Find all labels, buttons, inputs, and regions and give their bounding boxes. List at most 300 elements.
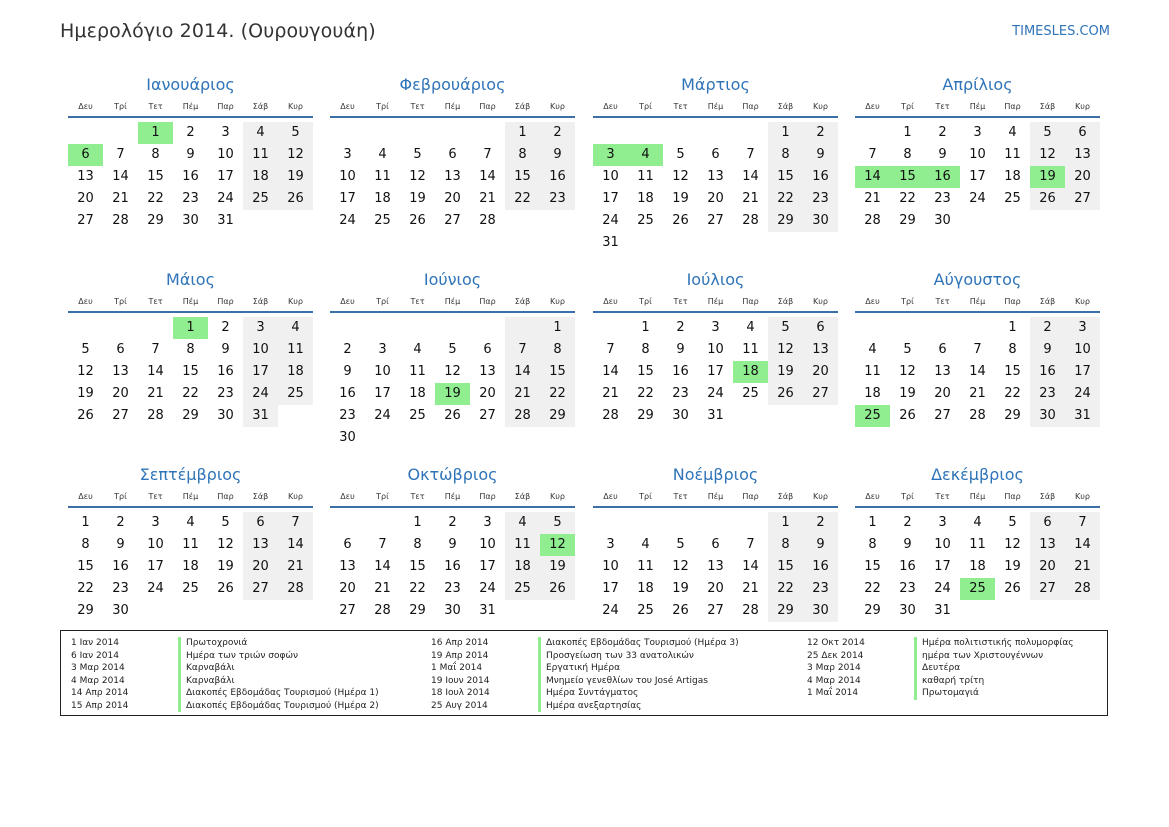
day-cell: 1 [413, 515, 422, 530]
empty-cell [768, 405, 803, 427]
day-cell: 28 [742, 603, 759, 618]
day-cell: 16 [217, 364, 234, 379]
day-cell: 29 [182, 408, 199, 423]
day-cell: 26 [672, 213, 689, 228]
day-cell: 30 [803, 600, 838, 622]
day-cell: 12 [672, 559, 689, 574]
day-cell: 21 [147, 386, 164, 401]
day-cell: 3 [711, 320, 720, 335]
empty-cell [103, 317, 138, 339]
day-cell: 22 [1004, 386, 1021, 401]
day-cell: 8 [903, 147, 912, 162]
day-cell: 23 [339, 408, 356, 423]
empty-cell [505, 600, 540, 622]
day-cell: 31 [217, 213, 234, 228]
weekday-header [593, 488, 838, 508]
day-cell: 15 [890, 166, 925, 188]
day-cell: 5 [278, 122, 313, 144]
empty-cell [173, 600, 208, 622]
day-cell: 6 [116, 342, 125, 357]
day-cell: 12 [444, 364, 461, 379]
weekday-label: Πέμ [182, 492, 199, 501]
day-cell: 7 [868, 147, 877, 162]
weekday-label: Κυρ [550, 297, 565, 306]
weekday-label: Δευ [340, 102, 355, 111]
day-cell: 13 [934, 364, 951, 379]
day-cell: 6 [448, 147, 457, 162]
month-name: Ιούλιος [686, 270, 745, 289]
day-cell: 15 [1004, 364, 1021, 379]
day-cell: 30 [182, 213, 199, 228]
day-cell: 29 [864, 603, 881, 618]
day-cell: 18 [637, 191, 654, 206]
day-cell: 21 [278, 556, 313, 578]
day-cell: 9 [540, 144, 575, 166]
holiday-column [71, 637, 379, 712]
holiday-name: Καρναβάλι [178, 675, 235, 688]
day-cell: 1 [138, 122, 173, 144]
weekday-label: Τρί [114, 102, 127, 111]
day-cell: 12 [1004, 537, 1021, 552]
month-name: Αύγουστος [933, 270, 1022, 289]
empty-cell [138, 317, 173, 339]
day-cell: 5 [676, 147, 685, 162]
day-cell: 5 [1008, 515, 1017, 530]
day-cell: 16 [672, 364, 689, 379]
holiday-date: 16 Απρ 2014 [431, 638, 489, 648]
day-cell: 14 [855, 166, 890, 188]
weekday-label: Τρί [114, 492, 127, 501]
weekday-label: Δευ [865, 492, 880, 501]
day-cell: 28 [147, 408, 164, 423]
day-cell: 17 [934, 559, 951, 574]
weekday-label: Παρ [1004, 102, 1021, 111]
day-cell: 4 [378, 147, 387, 162]
day-cell: 13 [1030, 534, 1065, 556]
holiday-date: 1 Μαΐ 2014 [431, 663, 483, 673]
day-cell: 8 [641, 342, 650, 357]
month-calendar [593, 269, 838, 427]
holiday-date: 3 Μαρ 2014 [71, 663, 125, 673]
weekday-label: Πέμ [707, 102, 724, 111]
weekday-header [68, 98, 313, 118]
day-cell: 2 [186, 125, 195, 140]
day-cell: 16 [112, 559, 129, 574]
day-grid [855, 317, 1100, 427]
holiday-column [807, 637, 1074, 700]
day-cell: 21 [742, 191, 759, 206]
day-cell: 20 [707, 581, 724, 596]
day-cell: 10 [707, 342, 724, 357]
empty-cell [890, 317, 925, 339]
day-cell: 22 [505, 188, 540, 210]
day-cell: 28 [479, 213, 496, 228]
weekday-label: Κυρ [813, 297, 828, 306]
holiday-column [431, 637, 739, 712]
holiday-row [71, 700, 379, 713]
day-cell: 4 [413, 342, 422, 357]
day-cell: 20 [934, 386, 951, 401]
day-cell: 3 [378, 342, 387, 357]
weekday-label: Δευ [865, 297, 880, 306]
day-cell: 4 [278, 317, 313, 339]
day-cell: 13 [243, 534, 278, 556]
weekday-label: Πέμ [969, 492, 986, 501]
weekday-label: Πέμ [444, 492, 461, 501]
month-calendar [855, 269, 1100, 427]
month-calendar [855, 74, 1100, 232]
day-cell: 22 [540, 383, 575, 405]
day-cell: 14 [112, 169, 129, 184]
weekday-label: Πέμ [444, 102, 461, 111]
empty-cell [803, 405, 838, 427]
day-cell: 16 [444, 559, 461, 574]
day-cell: 11 [864, 364, 881, 379]
weekday-label: Παρ [479, 102, 496, 111]
day-cell: 4 [641, 537, 650, 552]
day-cell: 23 [803, 578, 838, 600]
weekday-header [855, 488, 1100, 508]
day-cell: 29 [77, 603, 94, 618]
day-cell: 21 [112, 191, 129, 206]
day-cell: 6 [343, 537, 352, 552]
empty-cell [733, 405, 768, 427]
day-cell: 19 [1030, 166, 1065, 188]
day-cell: 12 [540, 534, 575, 556]
day-cell: 9 [221, 342, 230, 357]
day-cell: 3 [1065, 317, 1100, 339]
site-link[interactable]: TIMESLES.COM [1012, 24, 1110, 39]
empty-cell [208, 600, 243, 622]
day-cell: 1 [868, 515, 877, 530]
day-cell: 14 [602, 364, 619, 379]
day-cell: 29 [540, 405, 575, 427]
day-cell: 12 [217, 537, 234, 552]
weekday-label: Τετ [935, 492, 950, 501]
day-cell: 18 [243, 166, 278, 188]
holiday-name: καθαρή τρίτη [914, 675, 984, 688]
weekday-label: Παρ [742, 297, 759, 306]
empty-cell [365, 512, 400, 534]
weekday-label: Παρ [217, 297, 234, 306]
holiday-row [431, 662, 739, 675]
day-cell: 11 [278, 339, 313, 361]
holiday-date: 4 Μαρ 2014 [807, 675, 861, 686]
day-cell: 1 [903, 125, 912, 140]
day-cell: 27 [803, 383, 838, 405]
empty-cell [243, 210, 278, 232]
day-cell: 26 [444, 408, 461, 423]
day-cell: 13 [112, 364, 129, 379]
day-cell: 12 [1030, 144, 1065, 166]
day-cell: 2 [448, 515, 457, 530]
day-cell: 9 [803, 144, 838, 166]
day-cell: 2 [116, 515, 125, 530]
day-cell: 22 [637, 386, 654, 401]
weekday-label: Σάβ [514, 492, 531, 501]
empty-cell [1030, 600, 1065, 622]
day-cell: 18 [374, 191, 391, 206]
weekday-header [68, 293, 313, 313]
day-cell: 15 [768, 556, 803, 578]
day-cell: 14 [969, 364, 986, 379]
day-cell: 24 [969, 191, 986, 206]
weekday-label: Σάβ [514, 102, 531, 111]
day-cell: 4 [868, 342, 877, 357]
day-cell: 25 [409, 408, 426, 423]
weekday-label: Τετ [410, 102, 425, 111]
weekday-label: Κυρ [813, 102, 828, 111]
empty-cell [365, 317, 400, 339]
day-cell: 23 [112, 581, 129, 596]
day-cell: 27 [934, 408, 951, 423]
empty-cell [593, 512, 628, 534]
day-cell: 23 [899, 581, 916, 596]
day-cell: 20 [1065, 166, 1100, 188]
day-cell: 11 [1004, 147, 1021, 162]
empty-cell [1030, 210, 1065, 232]
empty-cell [400, 317, 435, 339]
empty-cell [1065, 210, 1100, 232]
day-cell: 2 [221, 320, 230, 335]
day-cell: 9 [186, 147, 195, 162]
day-cell: 11 [969, 537, 986, 552]
month-calendar [593, 464, 838, 622]
day-cell: 2 [803, 512, 838, 534]
day-cell: 25 [505, 578, 540, 600]
day-cell: 26 [409, 213, 426, 228]
day-cell: 19 [278, 166, 313, 188]
month-calendar [855, 464, 1100, 622]
day-cell: 28 [742, 213, 759, 228]
weekday-label: Τετ [673, 102, 688, 111]
holiday-name: Ημέρα των τριών σοφών [178, 650, 298, 663]
day-cell: 18 [505, 556, 540, 578]
day-cell: 30 [803, 210, 838, 232]
day-cell: 16 [1030, 361, 1065, 383]
day-cell: 31 [707, 408, 724, 423]
day-cell: 18 [733, 361, 768, 383]
month-name: Απρίλιος [942, 75, 1013, 94]
day-cell: 22 [147, 191, 164, 206]
empty-cell [365, 427, 400, 449]
weekday-label: Τετ [148, 492, 163, 501]
day-cell: 6 [711, 147, 720, 162]
day-cell: 7 [483, 147, 492, 162]
empty-cell [435, 122, 470, 144]
day-cell: 23 [803, 188, 838, 210]
weekday-label: Κυρ [1075, 102, 1090, 111]
empty-cell [593, 122, 628, 144]
empty-cell [505, 427, 540, 449]
weekday-label: Τρί [376, 297, 389, 306]
empty-cell [138, 600, 173, 622]
holiday-date: 25 Δεκ 2014 [807, 650, 864, 661]
day-cell: 27 [479, 408, 496, 423]
day-cell: 23 [444, 581, 461, 596]
day-cell: 17 [602, 191, 619, 206]
day-cell: 7 [151, 342, 160, 357]
day-cell: 23 [217, 386, 234, 401]
day-cell: 19 [1004, 559, 1021, 574]
weekday-header [330, 293, 575, 313]
holiday-date: 19 Ιουν 2014 [431, 675, 490, 686]
day-cell: 31 [243, 405, 278, 427]
day-cell: 21 [969, 386, 986, 401]
day-cell: 28 [112, 213, 129, 228]
weekday-label: Παρ [479, 297, 496, 306]
day-cell: 14 [1065, 534, 1100, 556]
weekday-label: Σάβ [1039, 492, 1056, 501]
day-cell: 1 [81, 515, 90, 530]
weekday-label: Κυρ [288, 297, 303, 306]
day-cell: 22 [899, 191, 916, 206]
weekday-label: Παρ [742, 492, 759, 501]
empty-cell [68, 317, 103, 339]
day-cell: 24 [707, 386, 724, 401]
day-cell: 26 [672, 603, 689, 618]
day-cell: 20 [707, 191, 724, 206]
day-cell: 9 [116, 537, 125, 552]
day-cell: 30 [112, 603, 129, 618]
day-cell: 2 [938, 125, 947, 140]
day-cell: 9 [676, 342, 685, 357]
day-cell: 6 [243, 512, 278, 534]
holiday-row [807, 662, 1074, 675]
day-cell: 13 [707, 169, 724, 184]
empty-cell [995, 600, 1030, 622]
day-cell: 8 [868, 537, 877, 552]
holiday-row [807, 650, 1074, 663]
page-title: Ημερολόγιο 2014. (Ουρουγουάη) [60, 20, 376, 42]
day-cell: 8 [768, 534, 803, 556]
weekday-label: Σάβ [1039, 102, 1056, 111]
day-cell: 25 [1004, 191, 1021, 206]
day-cell: 7 [278, 512, 313, 534]
day-cell: 5 [221, 515, 230, 530]
empty-cell [435, 317, 470, 339]
day-cell: 5 [413, 147, 422, 162]
day-cell: 11 [505, 534, 540, 556]
weekday-label: Πέμ [444, 297, 461, 306]
empty-cell [435, 427, 470, 449]
weekday-label: Δευ [78, 102, 93, 111]
day-cell: 13 [1065, 144, 1100, 166]
day-cell: 3 [606, 537, 615, 552]
weekday-label: Δευ [603, 297, 618, 306]
day-cell: 18 [969, 559, 986, 574]
day-cell: 13 [707, 559, 724, 574]
holiday-name: ημέρα των Χριστουγέννων [914, 650, 1043, 663]
day-cell: 26 [1030, 188, 1065, 210]
day-cell: 28 [602, 408, 619, 423]
holiday-date: 4 Μαρ 2014 [71, 675, 125, 686]
month-name: Οκτώβριος [407, 465, 498, 484]
day-cell: 25 [637, 213, 654, 228]
day-cell: 23 [540, 188, 575, 210]
day-cell: 23 [672, 386, 689, 401]
day-cell: 11 [182, 537, 199, 552]
day-cell: 8 [81, 537, 90, 552]
day-cell: 30 [934, 213, 951, 228]
holiday-date: 19 Απρ 2014 [431, 650, 489, 661]
day-cell: 19 [409, 191, 426, 206]
day-cell: 10 [969, 147, 986, 162]
day-cell: 16 [339, 386, 356, 401]
day-cell: 17 [339, 191, 356, 206]
weekday-label: Τετ [148, 297, 163, 306]
day-cell: 10 [479, 537, 496, 552]
day-cell: 29 [768, 600, 803, 622]
month-name: Ιούνιος [423, 270, 482, 289]
empty-cell [365, 122, 400, 144]
weekday-header [855, 98, 1100, 118]
month-name: Ιανουάριος [146, 75, 235, 94]
day-cell: 7 [505, 339, 540, 361]
day-cell: 7 [1065, 512, 1100, 534]
empty-cell [960, 600, 995, 622]
day-cell: 16 [182, 169, 199, 184]
weekday-label: Τρί [901, 297, 914, 306]
day-cell: 8 [1008, 342, 1017, 357]
day-cell: 4 [243, 122, 278, 144]
holiday-name: Προσγείωση των 33 ανατολικών [538, 650, 694, 663]
day-cell: 25 [855, 405, 890, 427]
empty-cell [698, 122, 733, 144]
weekday-label: Κυρ [813, 492, 828, 501]
day-cell: 27 [1065, 188, 1100, 210]
day-cell: 25 [243, 188, 278, 210]
day-cell: 14 [742, 169, 759, 184]
weekday-label: Τρί [114, 297, 127, 306]
weekday-label: Πέμ [969, 102, 986, 111]
weekday-label: Δευ [340, 297, 355, 306]
day-cell: 10 [934, 537, 951, 552]
weekday-label: Πέμ [969, 297, 986, 306]
day-cell: 9 [903, 537, 912, 552]
day-cell: 16 [803, 166, 838, 188]
holiday-name: Ημέρα ανεξαρτησίας [538, 700, 641, 713]
holiday-row [71, 662, 379, 675]
day-cell: 4 [628, 144, 663, 166]
day-cell: 25 [374, 213, 391, 228]
day-cell: 2 [1030, 317, 1065, 339]
day-cell: 11 [637, 559, 654, 574]
day-cell: 2 [803, 122, 838, 144]
day-cell: 24 [147, 581, 164, 596]
day-cell: 5 [81, 342, 90, 357]
day-cell: 8 [151, 147, 160, 162]
holiday-row [431, 687, 739, 700]
weekday-header [593, 98, 838, 118]
day-cell: 27 [339, 603, 356, 618]
day-cell: 28 [505, 405, 540, 427]
day-cell: 1 [505, 122, 540, 144]
day-cell: 4 [746, 320, 755, 335]
day-cell: 18 [1004, 169, 1021, 184]
day-cell: 10 [217, 147, 234, 162]
weekday-label: Τρί [376, 102, 389, 111]
weekday-label: Δευ [865, 102, 880, 111]
day-cell: 27 [77, 213, 94, 228]
day-cell: 25 [742, 386, 759, 401]
empty-cell [628, 122, 663, 144]
day-cell: 2 [540, 122, 575, 144]
weekday-label: Σάβ [252, 492, 269, 501]
day-cell: 19 [899, 386, 916, 401]
day-cell: 22 [182, 386, 199, 401]
day-cell: 19 [540, 556, 575, 578]
